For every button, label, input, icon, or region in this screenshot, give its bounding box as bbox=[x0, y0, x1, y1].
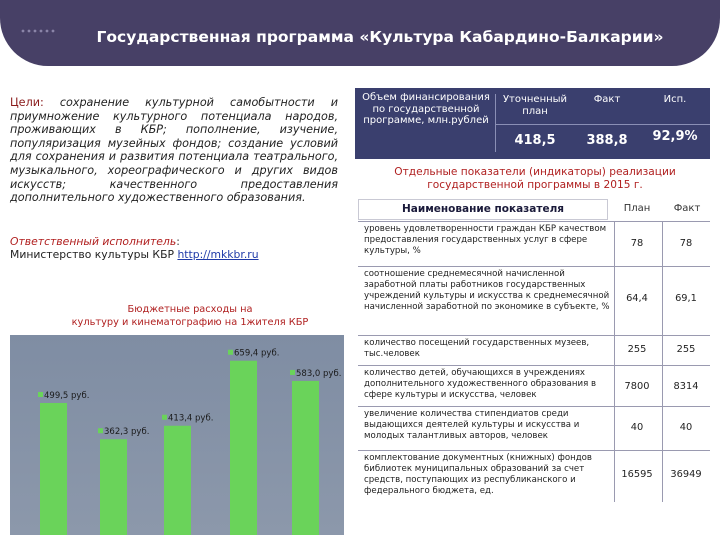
bar-2 bbox=[100, 439, 127, 535]
bar-label-marker-4 bbox=[228, 350, 233, 355]
executor-label: Ответственный исполнитель bbox=[10, 235, 177, 248]
table-header bbox=[358, 199, 710, 220]
col-exec-header: Исп. bbox=[663, 94, 687, 105]
bar-label-marker-1 bbox=[38, 392, 43, 397]
table-row bbox=[358, 365, 710, 406]
chart-title-line-1: Бюджетные расходы на bbox=[127, 304, 253, 315]
row-fact: 69,1 bbox=[675, 293, 697, 304]
fact-value: 388,8 bbox=[586, 133, 628, 148]
header-banner bbox=[0, 0, 720, 66]
table-row bbox=[358, 221, 710, 266]
goals-text bbox=[10, 96, 338, 205]
chart-title bbox=[40, 303, 340, 329]
bar-4 bbox=[230, 361, 257, 535]
table-row bbox=[358, 266, 710, 335]
row-plan: 255 bbox=[627, 344, 647, 355]
bar-label-marker-2 bbox=[98, 428, 103, 433]
header-name: Наименование показателя bbox=[358, 199, 608, 220]
bar-value-label-3: 413,4 руб. bbox=[168, 413, 214, 424]
row-fact: 36949 bbox=[670, 469, 702, 480]
volume-label: Объем финансирования по государственной программе, млн.рублей bbox=[362, 92, 490, 126]
row-name: комплектование документных (книжных) фондов библиотек муниципальных образований за счет средств, поступающих из республиканского и федерального бюджета, ед. bbox=[364, 453, 592, 496]
row-name: количество посещений государственных музеев, тыс.человек bbox=[364, 338, 590, 359]
summary-divider-horizontal bbox=[495, 124, 710, 125]
row-plan: 78 bbox=[630, 238, 644, 249]
ministry-link[interactable]: http://mkkbr.ru bbox=[177, 248, 259, 261]
chart-title-line-2: культуру и кинематографию на 1жителя КБР bbox=[71, 317, 309, 328]
bar-1 bbox=[40, 403, 67, 535]
bar-value-label-2: 362,3 руб. bbox=[104, 427, 150, 438]
row-plan: 7800 bbox=[624, 381, 650, 392]
table-row bbox=[358, 450, 710, 502]
indicators-title bbox=[360, 166, 710, 191]
col-plan-header: Уточненный план bbox=[502, 94, 568, 117]
column-divider-plan bbox=[614, 221, 615, 502]
row-plan: 40 bbox=[630, 422, 644, 433]
page-title: Государственная программа «Культура Кабардино-Балкарии» bbox=[96, 28, 664, 46]
bar-3 bbox=[164, 426, 191, 535]
row-name: соотношение среднемесячной начисленной заработной платы работников государственных учреждений культуры и искусства к среднемесячной начисленной заработной по экономике в субъекте, % bbox=[364, 269, 610, 312]
header-plan: План bbox=[623, 203, 651, 214]
table-row bbox=[358, 406, 710, 450]
budget-bar-chart bbox=[10, 335, 344, 535]
plan-value: 418,5 bbox=[514, 133, 556, 148]
table-row bbox=[358, 335, 710, 365]
row-plan: 16595 bbox=[621, 469, 653, 480]
col-fact-header: Факт bbox=[593, 94, 621, 105]
summary-divider-vertical bbox=[495, 94, 496, 152]
executor-org: Министерство культуры КБР bbox=[10, 248, 178, 261]
column-divider-fact bbox=[662, 221, 663, 502]
bar-label-marker-3 bbox=[162, 415, 167, 420]
exec-value: 92,9% bbox=[652, 129, 698, 144]
row-name: увеличение количества стипендиатов среди выдающихся деятелей культуры и искусства и молодых талантливых авторов, человек bbox=[364, 409, 580, 441]
indicators-title-line-2: государственной программы в 2015 г. bbox=[427, 178, 643, 191]
header-fact: Факт bbox=[673, 203, 701, 214]
indicators-title-line-1: Отдельные показатели (индикаторы) реализации bbox=[394, 166, 676, 178]
row-plan: 64,4 bbox=[626, 293, 648, 304]
financing-summary bbox=[355, 88, 710, 159]
executor-colon: : bbox=[176, 235, 180, 248]
bar-label-marker-5 bbox=[290, 370, 295, 375]
bar-5 bbox=[292, 381, 319, 535]
row-fact: 255 bbox=[676, 344, 696, 355]
bar-value-label-5: 583,0 руб. bbox=[296, 368, 342, 379]
goals-label: Цели: bbox=[10, 96, 44, 109]
bar-value-label-1: 499,5 руб. bbox=[44, 390, 90, 401]
row-name: количество детей, обучающихся в учреждениях дополнительного художественного образования в сфере культуры и искусства, человек bbox=[364, 368, 597, 400]
row-fact: 8314 bbox=[673, 381, 699, 392]
responsible-executor bbox=[10, 235, 340, 261]
row-fact: 40 bbox=[679, 422, 693, 433]
indicators-table bbox=[358, 199, 710, 496]
goals-body: сохранение культурной самобытности и приумножение культурного потенциала народов, проживающих в КБР; пополнение, изучение, популяризация музейных фондов; создание условий для сохранения и развития потенциала театрального, музыкального, хореографического и других видов искусств; качественного предоставления дополнительного художественного образования. bbox=[10, 96, 338, 205]
row-name: уровень удовлетворенности граждан КБР качеством предоставления государственных услуг в сфере культуры, % bbox=[364, 224, 607, 256]
bar-value-label-4: 659,4 руб. bbox=[234, 348, 280, 359]
row-fact: 78 bbox=[679, 238, 693, 249]
